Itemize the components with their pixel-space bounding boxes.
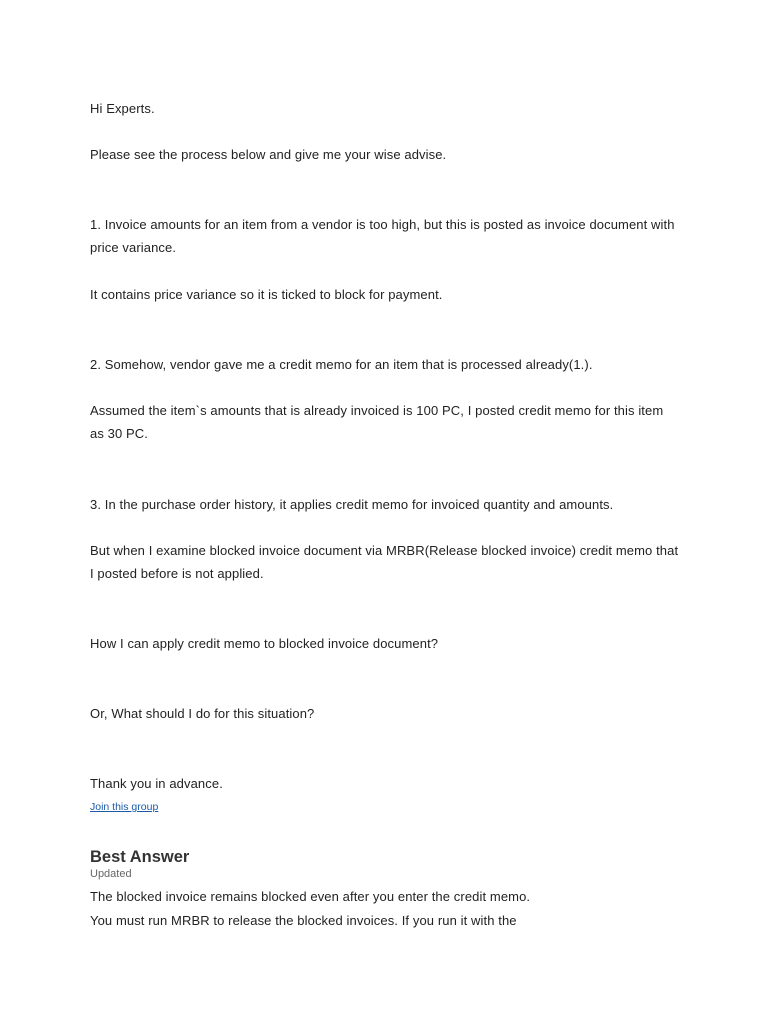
best-answer-heading: Best Answer bbox=[90, 848, 190, 866]
point-2-note-line-1: Assumed the item`s amounts that is already invoiced is 100 PC, I posted credit memo for this item bbox=[90, 403, 664, 418]
question-text: How I can apply credit memo to blocked invoice document? bbox=[90, 636, 439, 651]
answer-status-label: Updated bbox=[90, 868, 132, 880]
intro-text: Please see the process below and give me your wise advise. bbox=[90, 147, 447, 162]
followup-question-text: Or, What should I do for this situation? bbox=[90, 706, 315, 721]
point-3-note-line-1: But when I examine blocked invoice document via MRBR(Release blocked invoice) credit memo that bbox=[90, 543, 679, 558]
point-3-text: 3. In the purchase order history, it applies credit memo for invoiced quantity and amounts. bbox=[90, 497, 614, 512]
answer-line-1: The blocked invoice remains blocked even after you enter the credit memo. bbox=[90, 889, 531, 904]
join-group-link[interactable]: Join this group bbox=[90, 801, 159, 813]
point-1-note: It contains price variance so it is ticked to block for payment. bbox=[90, 287, 443, 302]
greeting-text: Hi Experts. bbox=[90, 101, 155, 116]
point-1-line-1: 1. Invoice amounts for an item from a vendor is too high, but this is posted as invoice document with bbox=[90, 217, 675, 232]
thanks-text: Thank you in advance. bbox=[90, 776, 223, 791]
point-3-note-line-2: I posted before is not applied. bbox=[90, 566, 264, 581]
point-1-line-2: price variance. bbox=[90, 240, 177, 255]
answer-line-2: You must run MRBR to release the blocked invoices. If you run it with the bbox=[90, 913, 517, 928]
point-2-text: 2. Somehow, vendor gave me a credit memo for an item that is processed already(1.). bbox=[90, 357, 593, 372]
point-2-note-line-2: as 30 PC. bbox=[90, 426, 148, 441]
